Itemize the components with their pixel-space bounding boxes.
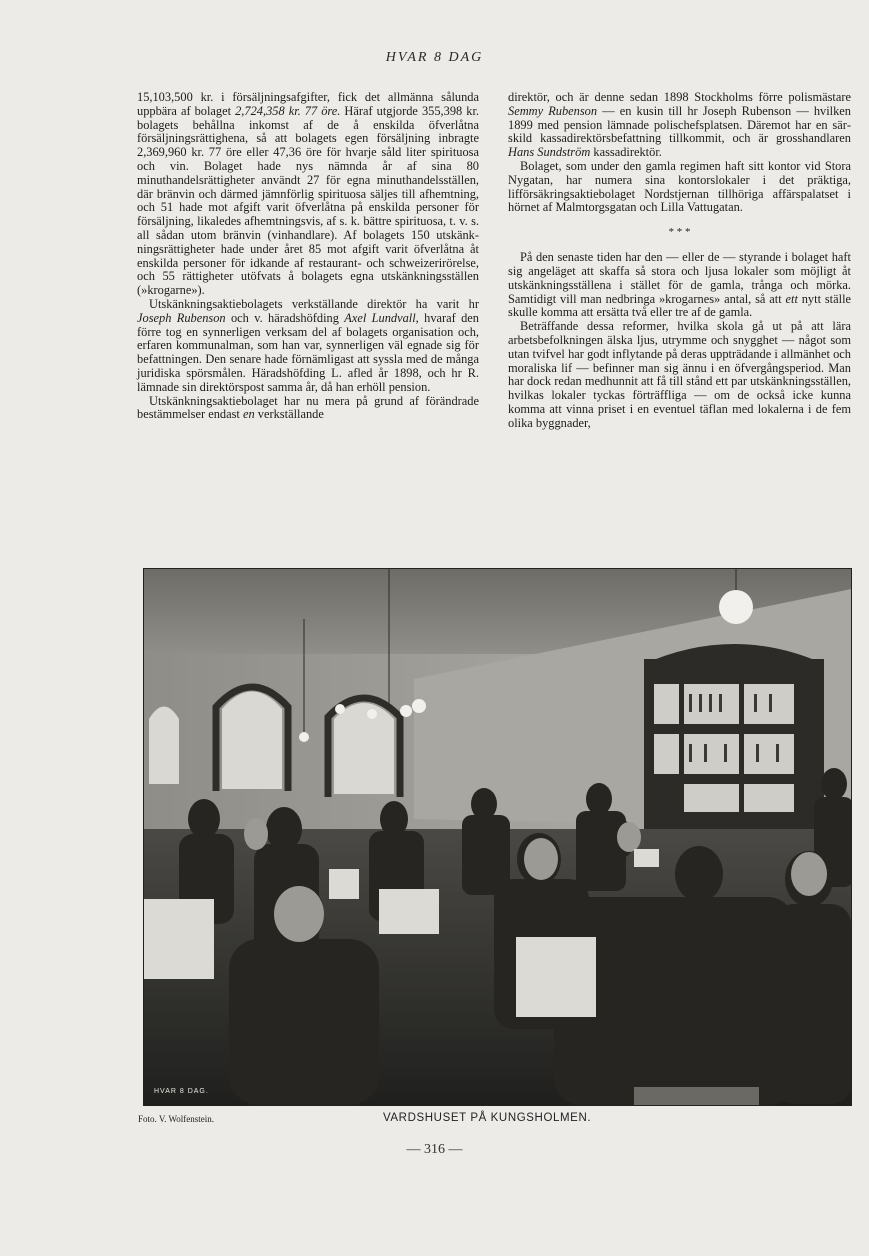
left-column [137, 91, 479, 422]
paragraph [137, 395, 479, 423]
right-column-top [508, 91, 851, 215]
emphasis-text: en [242, 407, 255, 422]
text-run: och v. häradshöfding [225, 310, 345, 325]
text-run: direktör, och är denne sedan 1898 Stockholms förre polismästare [508, 90, 851, 104]
photo-caption: VARDSHUSET PÅ KUNGSHOLMEN. [383, 1112, 592, 1124]
text-run: Utskänkningsaktiebolaget har nu mera på grund af förändrade bestämmelser endast [137, 393, 479, 422]
text-run: nytt ställe skulle komma att ersätta två eller tre af de gamla. [508, 291, 852, 320]
emphasis-text: Semmy Rubenson [508, 103, 598, 118]
text-run: hvaraf den förre tog en synnerligen verksam del af bolagets organisation och, erfaren kommunalman, som han var, synnerligen väl egnade sig för befattningen. Den senare hade förnämligast att syssla med de många juridiska spörsmålen. Häradshöfding L. afled år 1898, och hr R. lämnade sin direktörspost samma år, då han erhöll pension. [137, 310, 480, 394]
emphasis-text: Axel Lundvall, [344, 310, 419, 325]
page-number: — 316 — [406, 1142, 463, 1157]
paragraph [508, 251, 851, 320]
text-run: kassadirektör. [590, 145, 662, 160]
text-run: — en kusin till hr Joseph Rubenson — hvilken 1899 med pension lämnade polischefsplatsen. Däremot har en särskild kassadirektörsbefattning tillkommit, och är grosshandlaren [508, 103, 851, 146]
emphasis-text: Hans Sundström [508, 145, 591, 160]
paragraph [508, 91, 851, 160]
photo-credit: Foto. V. Wolfenstein. [138, 1114, 215, 1124]
running-header: HVAR 8 DAG [385, 50, 484, 65]
emphasis-text: 2,724,358 kr. 77 öre. [235, 103, 341, 118]
right-column [508, 91, 851, 431]
text-run: Bolaget, som under den gamla regimen haft sitt kontor vid Stora Nygatan, har numera sina kontorslokaler i det präktiga, lifförsäkringsaktiebolaget Nordstjernan tillhöriga affärspalatset i hörnet af Malmtorgsgatan och Lilla Vattugatan. [508, 158, 851, 215]
text-run: verkställande [254, 407, 324, 422]
text-run: Utskänkningsaktiebolagets verkställande direktör ha varit hr [149, 296, 479, 311]
emphasis-text: Joseph Rubenson [137, 310, 226, 325]
photo-illustration [144, 569, 851, 1105]
restaurant-photo [143, 568, 852, 1106]
text-run: Beträffande dessa reformer, hvilka skola gå ut på att lära arbetsbefolkningen älska ljus, utrymme och snygghet — något som utan tvifvel har godt inflytande på deras uppträdande i allmänhet och moraliska lif — befinner man sig ännu i en öfvergångsperiod. Man har dock redan medhunnit att få till stånd ett par utskänkningsställen, hvilkas lokaler tyckas förträffliga — om de också icke kunna komma att vinna priset i en eventuel täflan med lokalerna i de fem olika byggnader, [508, 319, 851, 430]
text-run: 15,103,500 kr. i försäljningsafgifter, fick det allmänna sålunda uppbära af bolaget [137, 90, 479, 118]
section-separator: * * * [668, 226, 691, 239]
text-run: Häraf utgjorde 355,398 kr. bolagets behållna inkomst af de å enskilda öfverlåtna försäljningsrättighena, så att bolagets egen försäljning inbragte 2,369,960 kr. 77 öre eller 47,36 öre för hvarje såld liter spirituosa och vin. Bolaget hade nys nämnda år af sina 80 minuthandelsrättigheter användt 27 för egna minuthandelsställen, där bränvin och därmed jämnförlig spirituosa säljes till afhemtning, och 51 hade mot afgift varit öfverlåtna på enskilda personer för försäljning, likaledes afhemtningsvis, af s. k. bättre spirituosa, t. v. s. all sådan utom bränvin (vinhandlare). Af bolagets 150 utskänkningsrättigheter hade under året 85 mot afgift varit öfverlåtna åt enskilda personer för idkande af restaurant- och schweizerirörelse, och 55 rättigheter utöfvats å bolagets egna utskänkningsställen (»krogarne»). [137, 103, 480, 298]
paragraph [508, 320, 851, 430]
paragraph [137, 298, 479, 395]
photo-watermark: HVAR 8 DAG. [154, 1088, 209, 1095]
paragraph [508, 160, 851, 215]
emphasis-text: ett [785, 291, 798, 306]
paragraph [137, 91, 479, 298]
right-column-bottom [508, 251, 851, 430]
text-run: På den senaste tiden har den — eller de — styrande i bolaget haft sig angeläget att skaffa så stora och ljusa lokaler som möjligt åt utskänkningsställena i stället för de gamla, trånga och mörka. Samtidigt vill man nedbringa »krogarnes» antal, så att [508, 250, 851, 306]
